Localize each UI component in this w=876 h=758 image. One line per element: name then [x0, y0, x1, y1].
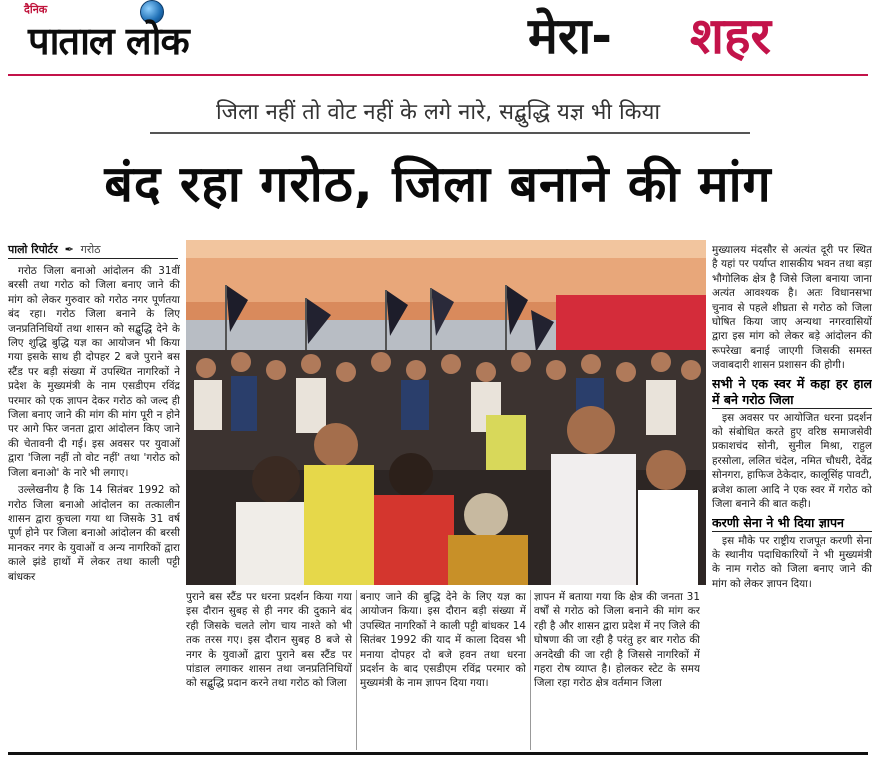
newspaper-logo: पाताल लोक [28, 19, 189, 63]
col1-paragraph-2: उल्लेखनीय है कि 14 सितंबर 1992 को गरोठ जिला बनाओ आंदोलन का तत्कालीन शासन द्वारा कुचला गया था जिसके 31 वर्ष पूर्ण होने पर जिला बनाओ आंदोलन की बरसी मानकर नगर के युवाओं व अन्य नागरिकों द्वारा काले झंडे हाथों में लेकर तथा काली पट्टी बांधकर [8, 484, 180, 583]
colR-paragraph-3: इस मौके पर राष्ट्रीय राजपूत करणी सेना के स्थानीय पदाधिकारियों ने भी मुख्यमंत्री के नाम गरोठ को जिला बनाए जाने की मांग को लेकर ज्ञापन दिया। [712, 534, 872, 590]
article-column-1 [8, 264, 180, 752]
col2-paragraph: पुराने बस स्टैंड पर धरना प्रदर्शन किया गया इस दौरान सुबह से ही नगर की दुकाने बंद रही जिसके चलते लोग चाय नाश्ते को भी तक तरस गए। इस दौरान सुबह 8 बजे से नगर के युवाओं द्वारा पुराने बस स्टैंड पर पांडाल लगाकर शासन तथा जनप्रतिनिधियों को सद्बुद्धि प्रदान करने तथा गरोठ को जिला [186, 591, 352, 690]
byline-rule [8, 258, 178, 259]
col3-paragraph: बनाए जाने की बुद्धि देने के लिए यज्ञ का आयोजन किया। इस दौरान बड़ी संख्या में उपस्थित नागरिकों ने काली पट्टी बांधकर 14 सितंबर 1992 की याद में काला दिवस भी मनाया दोपहर दो बजे हवन तथा धरना प्रदर्शन के बाद एसडीएम रविंद्र परमार को मुख्यमंत्री के नाम ज्ञापन दिया गया। [360, 591, 526, 690]
pen-icon: ✒ [64, 243, 74, 256]
col4-paragraph: ज्ञापन में बताया गया कि क्षेत्र की जनता 31 वर्षों से गरोठ को जिला बनाने की मांग कर रही है और शासन द्वारा प्रदेश में नए जिले की घोषणा की जा रही है परंतु हर बार गरोठ की अनदेखी की जा रही है जिससे नागरिकों में गहरा रोष व्याप्त है। होलकर स्टेट के समय जिला रहा गरोठ क्षेत्र वर्तमान जिला [534, 591, 700, 690]
section-title-part1: मेरा- [528, 7, 613, 65]
masthead-rule [8, 74, 868, 76]
article-column-2 [186, 590, 352, 750]
colR-paragraph-1: मुख्यालय मंदसौर से अत्यंत दूरी पर स्थित है यहां पर पर्याप्त शासकीय भवन तथा बड़ा भौगोलिक क्षेत्र है जिसे जिला बनाया जाना अत्यंत आवश्यक है। अतः विधानसभा चुनाव से पहले शीघ्रता से गरोठ को जिला घोषित किया जाए अन्यथा नगरवासियों द्वारा इस मांग को लेकर बड़े आंदोलन की रूपरेखा बनाई जाएगी जिसकी समस्त जवाबदारी शासन प्रशासन की होगी। [712, 244, 872, 372]
logo-top-text: दैनिक [24, 3, 48, 16]
column-divider [530, 590, 531, 750]
col1-paragraph-1: गरोठ जिला बनाओ आंदोलन की 31वीं बरसी तथा गरोठ को जिला बनाए जाने की मांग को लेकर गुरुवार को गरोठ नगर पूर्णतया बंद रहा। गरोठ जिला बनाने के लिए जनप्रतिनिधियों तथा शासन को सद्बुद्धि देने के लिए शुद्धि बुद्धि यज्ञ का आयोजन भी किया गया इसके साथ ही दोपहर 2 बजे पुराने बस स्टैंड पर बड़ी संख्या में उपस्थित नागरिकों ने प्रदेश के मुख्यमंत्री के नाम एसडीएम रविंद्र परमार को एक ज्ञापन देकर गरोठ को जल्द ही जिला बनाए जाने की मांग की मांग पूरी न होने पर आगे फिर जनता द्वारा आंदोलन किए जाने की चेतावनी दी गई। इस अवसर पर युवाओं द्वारा 'जिला नहीं तो वोट नहीं' तथा 'गरोठ को जिला बनाओ' के नारे भी लगाए। [8, 265, 180, 479]
column-divider [356, 590, 357, 750]
subheading-2: करणी सेना ने भी दिया ज्ञापन [712, 515, 872, 532]
byline-reporter: पालो रिपोर्टर [8, 243, 58, 256]
bottom-rule [8, 752, 868, 755]
article-photo [186, 240, 706, 585]
colR-paragraph-2: इस अवसर पर आयोजित धरना प्रदर्शन को संबोधित करते हुए वरिष्ठ समाजसेवी प्रकाशचंद सोनी, सुनील मिश्रा, राहुल हरसोला, ललित चंदेल, नमित चौधरी, देवेंद्र सोनगरा, हाफिज ठेकेदार, कालूसिंह पावटी, ब्रजेश काला आदि ने एक स्वर में गरोठ को जिला बनाने की बात कही। [712, 411, 872, 511]
subheading-1: सभी ने एक स्वर में कहा हर हाल में बने गरोठ जिला [712, 375, 872, 407]
article-column-right [712, 243, 872, 758]
section-title-part2: शहर [690, 7, 771, 65]
article-column-3 [360, 590, 526, 750]
byline [8, 242, 178, 257]
article-column-4 [534, 590, 700, 750]
article-headline: बंद रहा गरोठ, जिला बनाने की मांग [104, 155, 772, 213]
kicker-underline [150, 132, 750, 134]
protest-crowd-photo [186, 240, 706, 585]
byline-dateline: गरोठ [80, 243, 101, 256]
article-kicker: जिला नहीं तो वोट नहीं के लगे नारे, सद्बुद्धि यज्ञ भी किया [215, 100, 661, 125]
